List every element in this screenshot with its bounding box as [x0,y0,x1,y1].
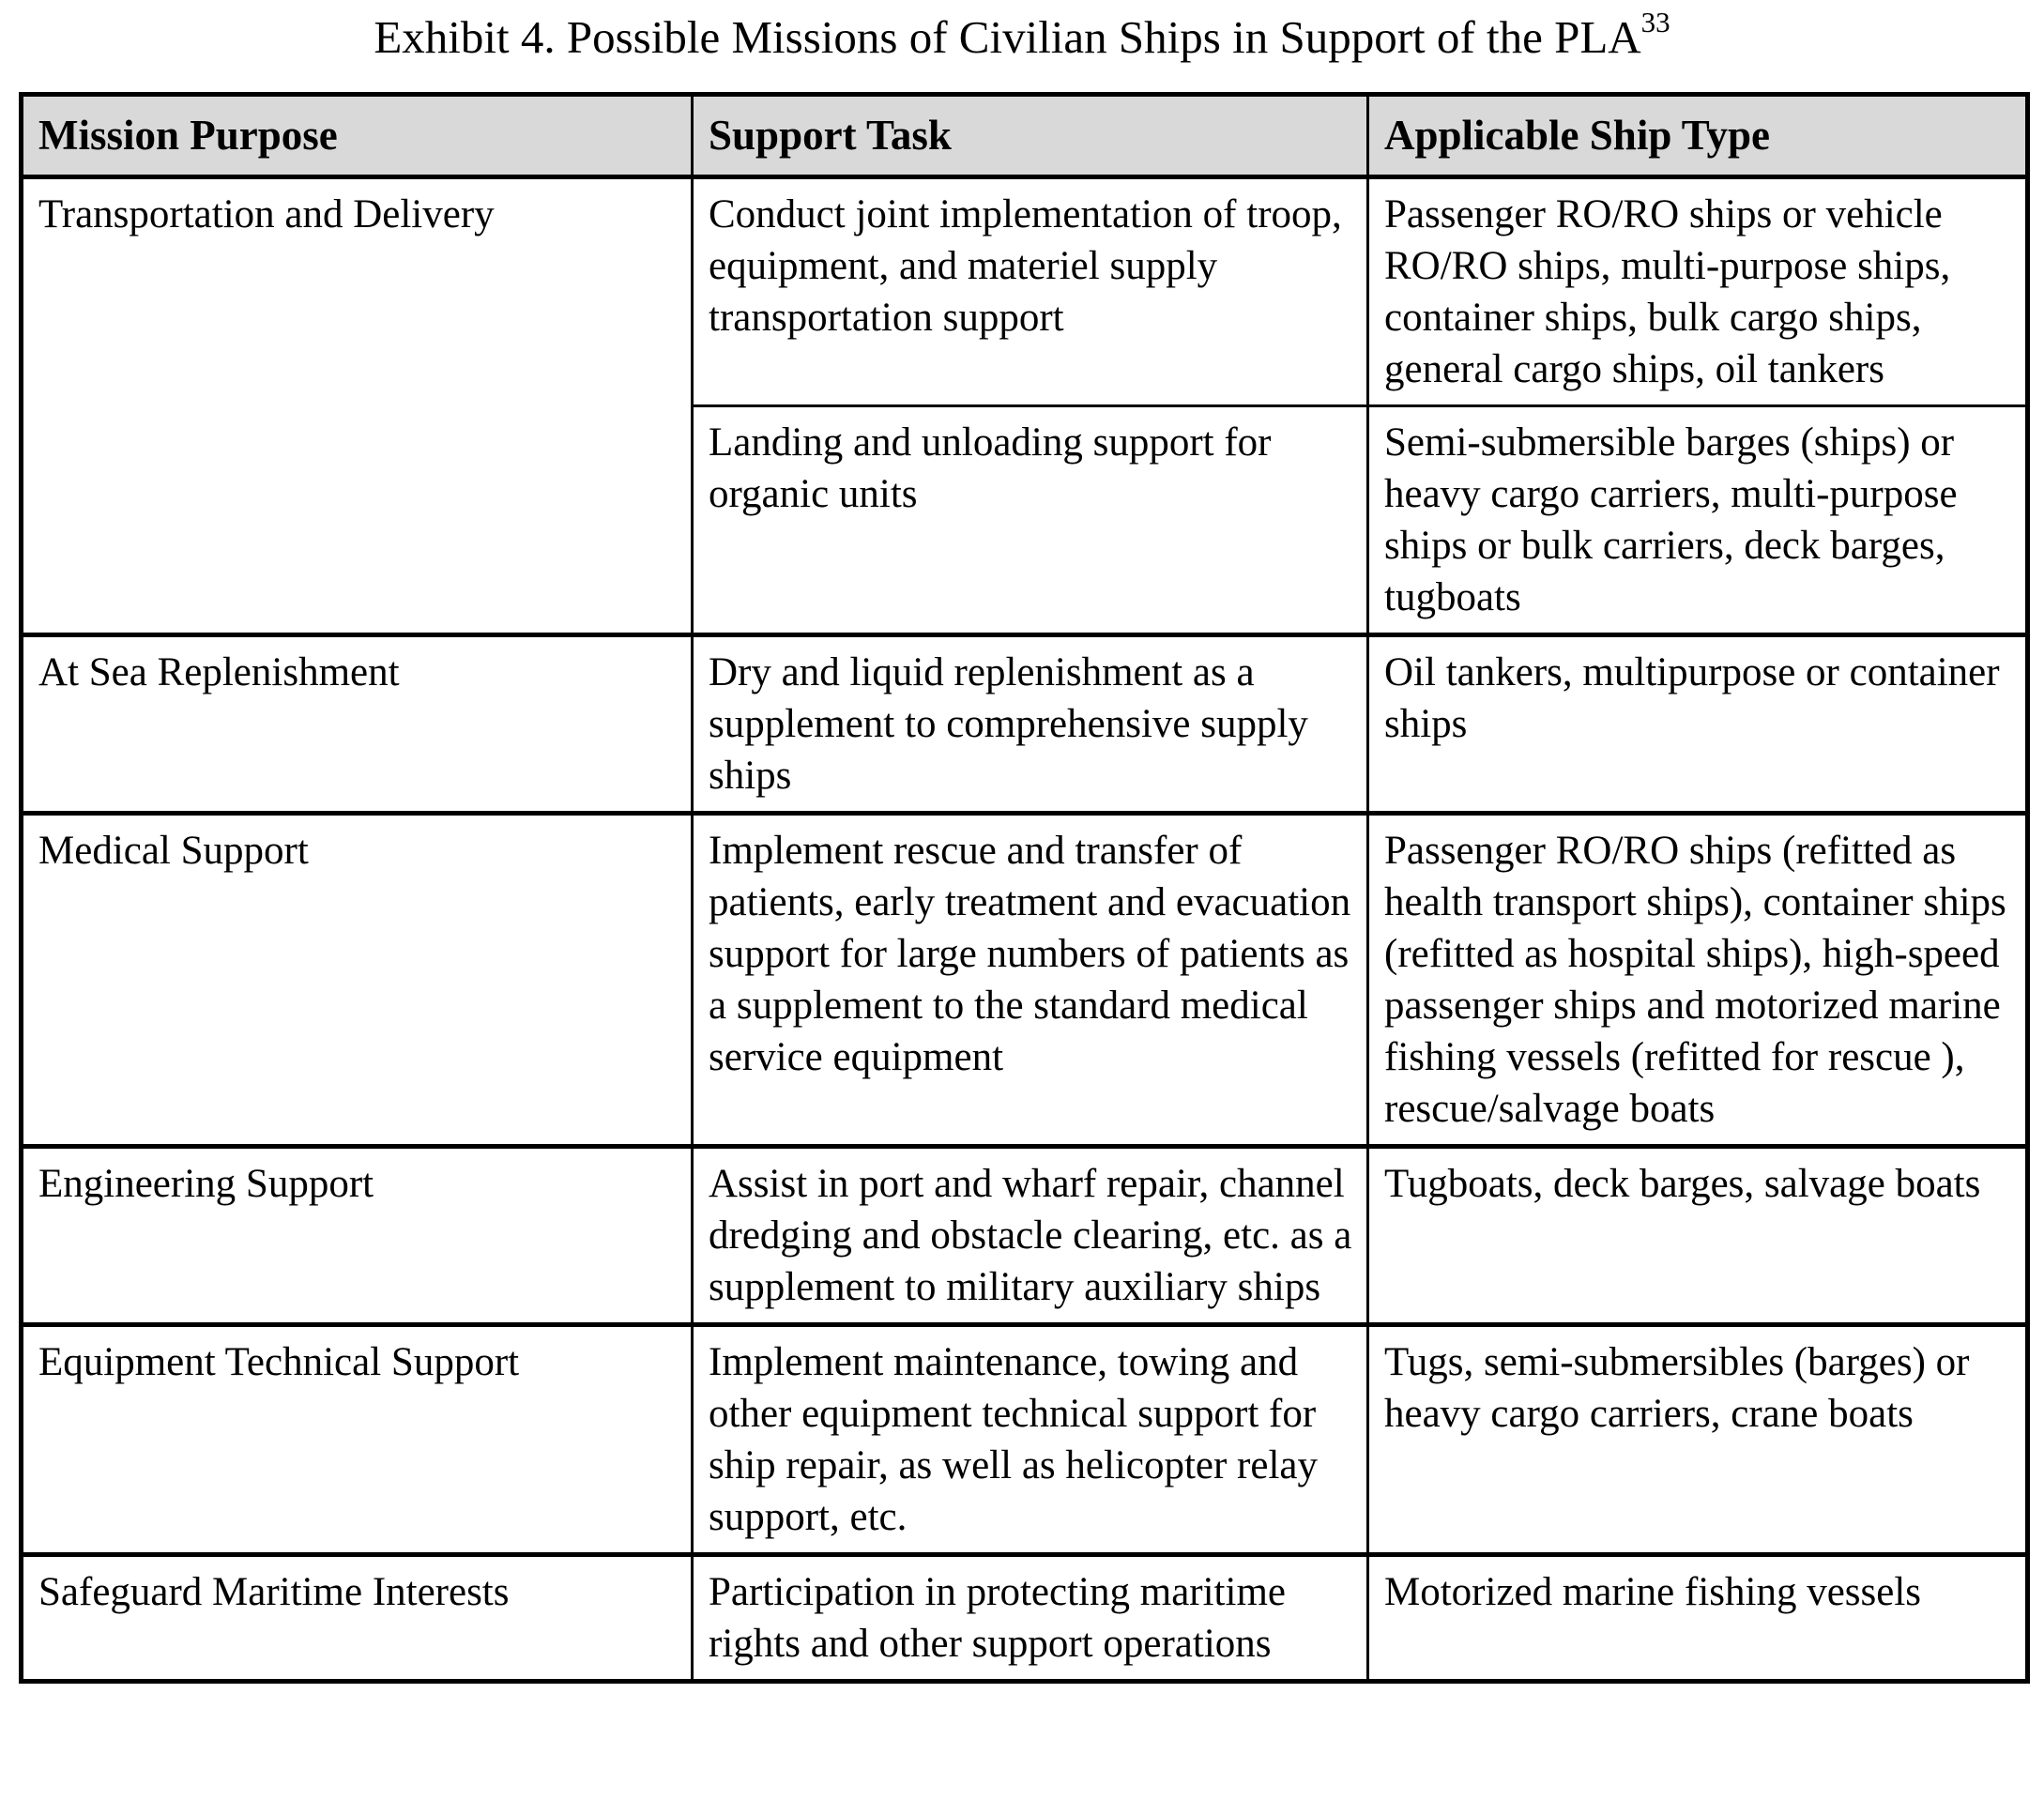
mission-cell: Medical Support [22,814,693,1147]
ships-cell: Motorized marine fishing vessels [1368,1555,2028,1682]
mission-cell: Engineering Support [22,1147,693,1325]
mission-cell: Safeguard Maritime Interests [22,1555,693,1682]
table-row [22,177,2028,406]
task-cell: Implement maintenance, towing and other equipment technical support for ship repair, as well as helicopter relay support, etc. [693,1325,1368,1555]
mission-cell: At Sea Replenishment [22,635,693,814]
table-row [22,1147,2028,1325]
task-cell: Participation in protecting maritime rights and other support operations [693,1555,1368,1682]
task-cell: Landing and unloading support for organic units [693,406,1368,635]
missions-table [19,92,2030,1684]
task-cell: Implement rescue and transfer of patients, early treatment and evacuation support for large numbers of patients as a supplement to the standard medical service equipment [693,814,1368,1147]
task-cell: Conduct joint implementation of troop, equipment, and materiel supply transportation support [693,177,1368,406]
exhibit-title-text: Exhibit 4. Possible Missions of Civilian Ships in Support of the PLA [374,11,1641,63]
mission-cell: Transportation and Delivery [22,177,693,635]
column-header-mission-purpose: Mission Purpose [22,95,693,177]
footnote-reference: 33 [1640,6,1670,38]
ships-cell: Tugboats, deck barges, salvage boats [1368,1147,2028,1325]
task-cell: Dry and liquid replenishment as a supplement to comprehensive supply ships [693,635,1368,814]
exhibit-title [0,0,2044,92]
ships-cell: Oil tankers, multipurpose or container ships [1368,635,2028,814]
table-row [22,814,2028,1147]
ships-cell: Passenger RO/RO ships or vehicle RO/RO ships, multi-purpose ships, container ships, bulk cargo ships, general cargo ships, oil tankers [1368,177,2028,406]
column-header-support-task: Support Task [693,95,1368,177]
header-row [22,95,2028,177]
task-cell: Assist in port and wharf repair, channel dredging and obstacle clearing, etc. as a supplement to military auxiliary ships [693,1147,1368,1325]
table-row [22,635,2028,814]
ships-cell: Passenger RO/RO ships (refitted as health transport ships), container ships (refitted as hospital ships), high-speed passenger ships and motorized marine fishing vessels (refitted for rescue ), rescue/salvage boats [1368,814,2028,1147]
mission-cell: Equipment Technical Support [22,1325,693,1555]
ships-cell: Tugs, semi-submersibles (barges) or heavy cargo carriers, crane boats [1368,1325,2028,1555]
table-row [22,1325,2028,1555]
table-row [22,1555,2028,1682]
column-header-applicable-ship-type: Applicable Ship Type [1368,95,2028,177]
ships-cell: Semi-submersible barges (ships) or heavy cargo carriers, multi-purpose ships or bulk carriers, deck barges, tugboats [1368,406,2028,635]
